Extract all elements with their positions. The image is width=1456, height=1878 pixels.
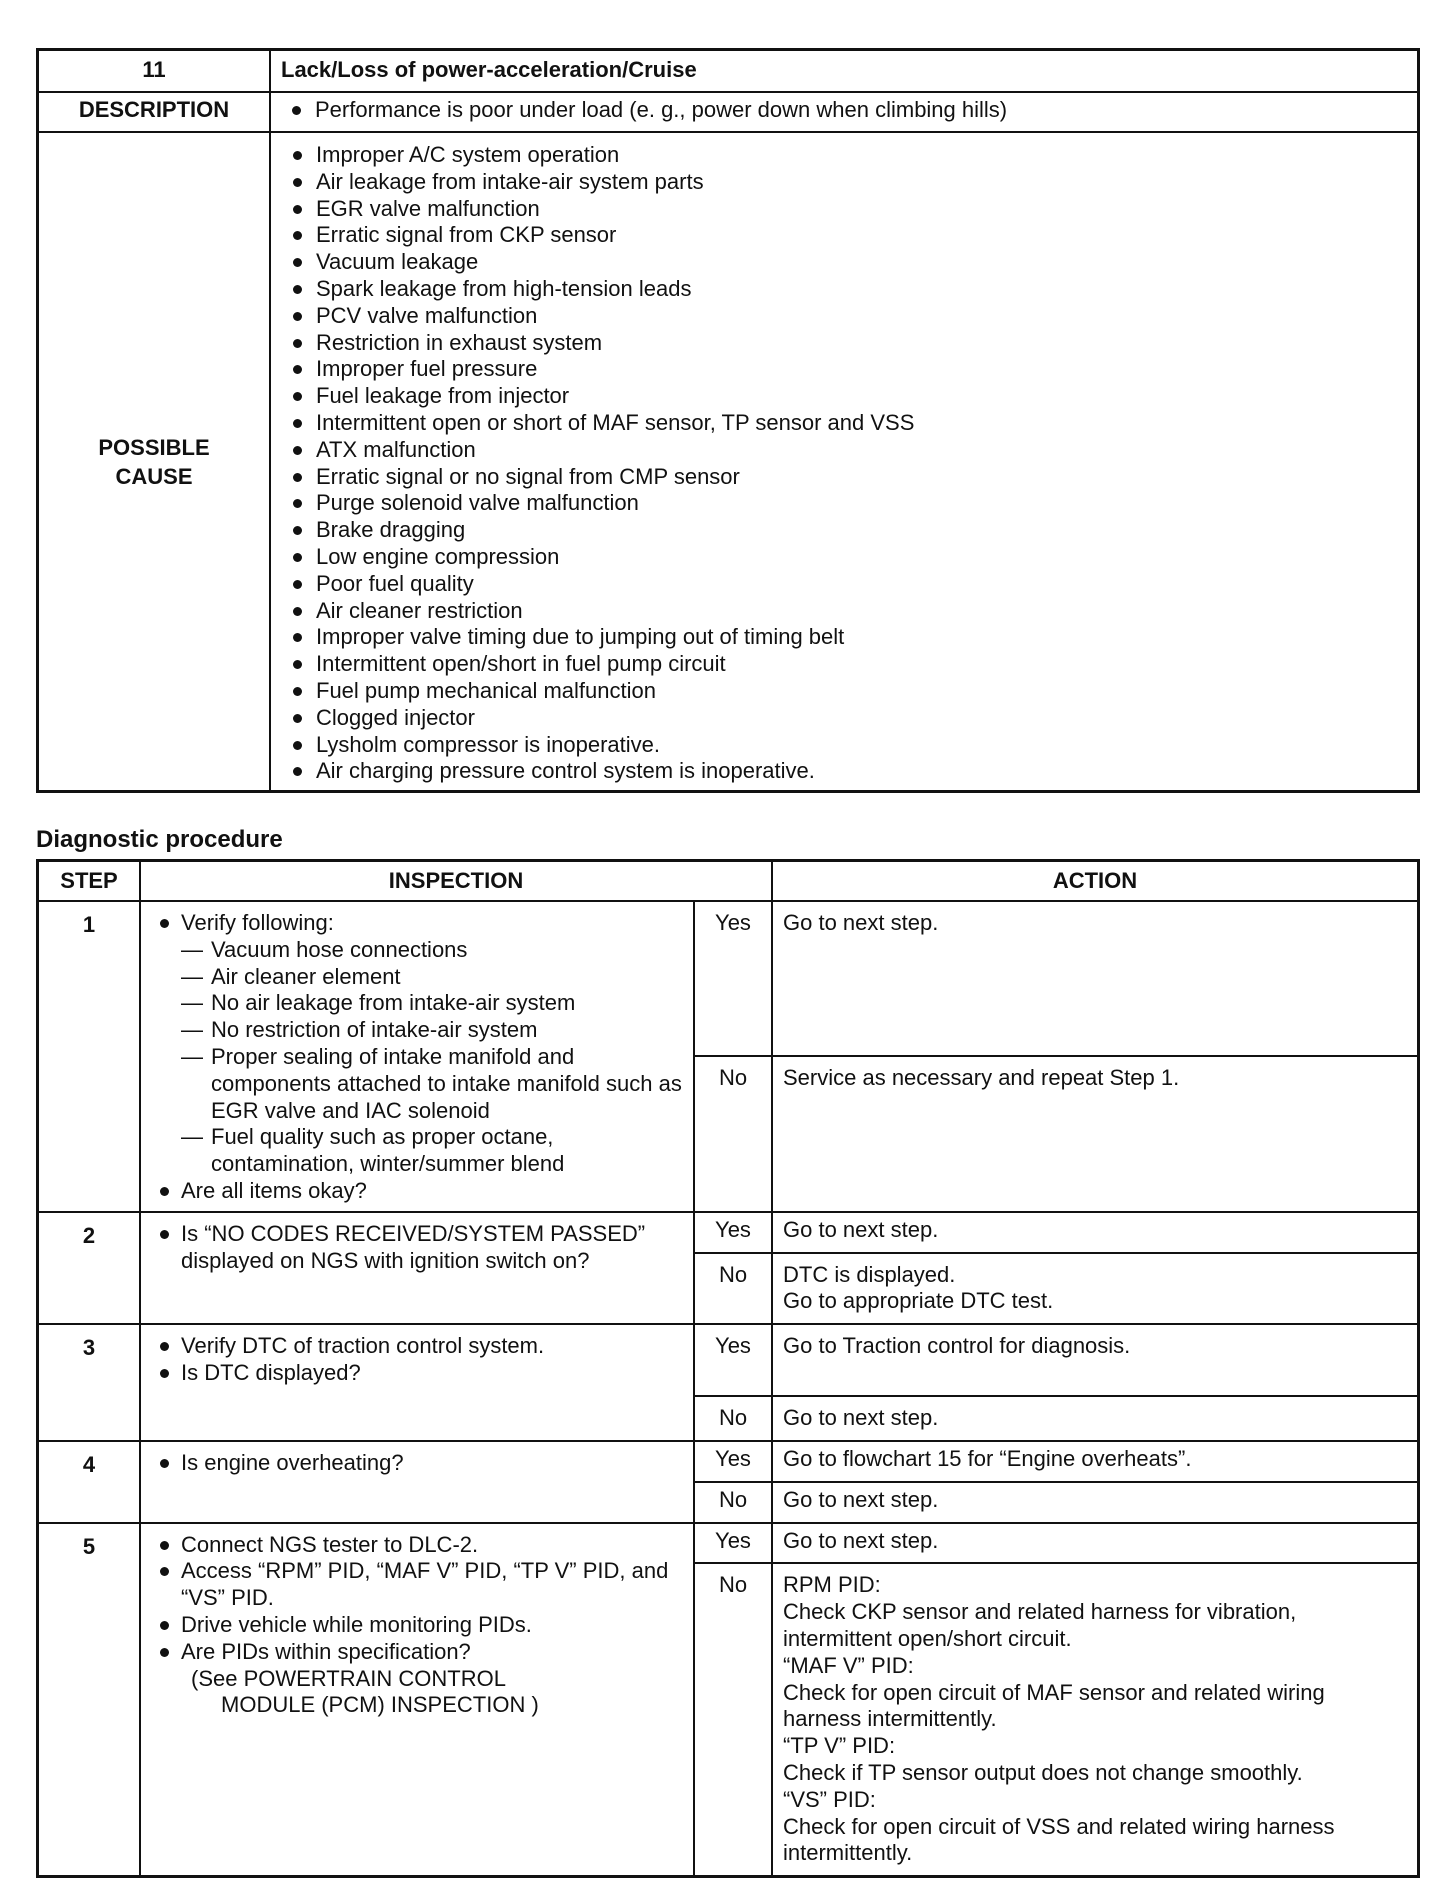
possible-cause-label-line2: CAUSE	[115, 463, 193, 489]
no-action-line: “VS” PID:	[783, 1786, 876, 1812]
no-action-line: RPM PID:	[783, 1572, 881, 1598]
cause-item: Purge solenoid valve malfunction	[282, 490, 1406, 517]
symptom-number: 11	[38, 50, 271, 93]
yes-label: Yes	[694, 1441, 772, 1482]
inspection-item: Drive vehicle while monitoring PIDs.	[147, 1612, 687, 1639]
inspection-item: Connect NGS tester to DLC-2.	[147, 1532, 687, 1559]
step-row	[38, 1212, 1419, 1253]
inspection-item: Is DTC displayed?	[147, 1360, 687, 1387]
yes-action: Go to next step.	[772, 1212, 1419, 1253]
cause-item: Air cleaner restriction	[282, 598, 1406, 625]
inspection-subitem: — Air cleaner element	[147, 964, 687, 991]
possible-cause-label-line1: POSSIBLE	[98, 434, 210, 460]
action-header: ACTION	[772, 861, 1419, 902]
cause-item: Erratic signal from CKP sensor	[282, 222, 1406, 249]
cause-item: Intermittent open/short in fuel pump circuit	[282, 651, 1406, 678]
yes-action: Go to next step.	[772, 1523, 1419, 1564]
cause-item: Vacuum leakage	[282, 249, 1406, 276]
symptom-title: Lack/Loss of power-acceleration/Cruise	[270, 50, 1419, 93]
cause-item: Clogged injector	[282, 705, 1406, 732]
yes-action: Go to flowchart 15 for “Engine overheats”.	[772, 1441, 1419, 1482]
no-label: No	[694, 1563, 772, 1876]
no-action: Service as necessary and repeat Step 1.	[772, 1056, 1419, 1211]
step-row	[38, 1324, 1419, 1396]
step-row	[38, 1441, 1419, 1482]
diagnostic-procedure-title: Diagnostic procedure	[36, 826, 283, 853]
inspection-item: Is “NO CODES RECEIVED/SYSTEM PASSED” displayed on NGS with ignition switch on?	[147, 1221, 687, 1275]
cause-item: Erratic signal or no signal from CMP sensor	[282, 464, 1406, 491]
possible-cause-list	[272, 134, 1416, 789]
no-label: No	[694, 1482, 772, 1523]
inspection-subitem: — Vacuum hose connections	[147, 937, 687, 964]
step-number: 5	[38, 1523, 141, 1877]
pcm-inspection-reference	[147, 1666, 687, 1720]
description-row	[38, 92, 1419, 132]
no-label: No	[694, 1396, 772, 1441]
description-label: DESCRIPTION	[38, 92, 271, 132]
no-action-line: “MAF V” PID:	[783, 1652, 914, 1678]
cause-item: Restriction in exhaust system	[282, 330, 1406, 357]
yes-action: Go to next step.	[772, 901, 1419, 1056]
cause-item: PCV valve malfunction	[282, 303, 1406, 330]
reference-line: (See POWERTRAIN CONTROL	[191, 1665, 506, 1691]
yes-action: Go to Traction control for diagnosis.	[772, 1324, 1419, 1396]
yes-label: Yes	[694, 901, 772, 1056]
symptom-table	[36, 48, 1420, 793]
cause-item: Poor fuel quality	[282, 571, 1406, 598]
no-action-line: “TP V” PID:	[783, 1733, 896, 1759]
cause-item: Lysholm compressor is inoperative.	[282, 732, 1406, 759]
cause-item: Intermittent open or short of MAF sensor, TP sensor and VSS	[282, 410, 1406, 437]
step-inspection	[140, 901, 694, 1212]
no-action-line: Check if TP sensor output does not change smoothly.	[783, 1759, 1303, 1785]
description-text: Performance is poor under load (e. g., power down when climbing hills)	[281, 97, 1407, 124]
inspection-item: Are all items okay?	[147, 1178, 687, 1205]
diagnostic-procedure-table	[36, 859, 1420, 1878]
no-action	[772, 1563, 1419, 1876]
cause-item: Improper valve timing due to jumping out of timing belt	[282, 624, 1406, 651]
no-action	[772, 1253, 1419, 1325]
cause-item: Low engine compression	[282, 544, 1406, 571]
no-action-line: Go to appropriate DTC test.	[783, 1288, 1054, 1314]
yes-label: Yes	[694, 1324, 772, 1396]
step-number: 3	[38, 1324, 141, 1441]
yes-label: Yes	[694, 1523, 772, 1564]
reference-line: MODULE (PCM) INSPECTION )	[221, 1692, 539, 1718]
inspection-item: Verify following:	[147, 910, 687, 937]
step-row	[38, 901, 1419, 1056]
no-label: No	[694, 1253, 772, 1325]
no-action: Go to next step.	[772, 1396, 1419, 1441]
possible-cause-row	[38, 132, 1419, 792]
cause-item: Improper A/C system operation	[282, 142, 1406, 169]
cause-item: Fuel leakage from injector	[282, 383, 1406, 410]
no-label: No	[694, 1056, 772, 1211]
step-inspection	[140, 1441, 694, 1523]
no-action: Go to next step.	[772, 1482, 1419, 1523]
cause-item: Air charging pressure control system is inoperative.	[282, 758, 1406, 785]
step-number: 4	[38, 1441, 141, 1523]
step-number: 2	[38, 1212, 141, 1324]
no-action-line: Check for open circuit of MAF sensor and related wiring harness intermittently.	[783, 1679, 1325, 1732]
cause-item: Spark leakage from high-tension leads	[282, 276, 1406, 303]
no-action-line: DTC is displayed.	[783, 1261, 956, 1287]
cause-item: EGR valve malfunction	[282, 196, 1406, 223]
inspection-item: Verify DTC of traction control system.	[147, 1333, 687, 1360]
inspection-item: Are PIDs within specification?	[147, 1639, 687, 1666]
cause-item: Air leakage from intake-air system parts	[282, 169, 1406, 196]
inspection-subitem: — Fuel quality such as proper octane, contamination, winter/summer blend	[147, 1124, 687, 1178]
cause-item: Fuel pump mechanical malfunction	[282, 678, 1406, 705]
possible-cause-label	[38, 132, 271, 792]
step-inspection	[140, 1212, 694, 1324]
yes-label: Yes	[694, 1212, 772, 1253]
inspection-header: INSPECTION	[140, 861, 772, 902]
procedure-header-row	[38, 861, 1419, 902]
step-inspection	[140, 1523, 694, 1877]
step-header: STEP	[38, 861, 141, 902]
step-inspection	[140, 1324, 694, 1441]
cause-item: Improper fuel pressure	[282, 356, 1406, 383]
possible-cause-list-cell	[270, 132, 1419, 792]
symptom-header-row	[38, 50, 1419, 93]
inspection-item: Access “RPM” PID, “MAF V” PID, “TP V” PID, and “VS” PID.	[147, 1558, 687, 1612]
inspection-subitem: — Proper sealing of intake manifold and components attached to intake manifold such as EGR valve and IAC solenoid	[147, 1044, 687, 1124]
step-row	[38, 1523, 1419, 1564]
step-number: 1	[38, 901, 141, 1212]
cause-item: ATX malfunction	[282, 437, 1406, 464]
no-action-line: Check CKP sensor and related harness for vibration, intermittent open/short circuit.	[783, 1599, 1297, 1651]
inspection-subitem: — No air leakage from intake-air system	[147, 990, 687, 1017]
description-cell	[270, 92, 1419, 132]
cause-item: Brake dragging	[282, 517, 1406, 544]
inspection-item: Is engine overheating?	[147, 1450, 687, 1477]
inspection-subitem: — No restriction of intake-air system	[147, 1017, 687, 1044]
no-action-line: Check for open circuit of VSS and related wiring harness intermittently.	[783, 1813, 1335, 1866]
